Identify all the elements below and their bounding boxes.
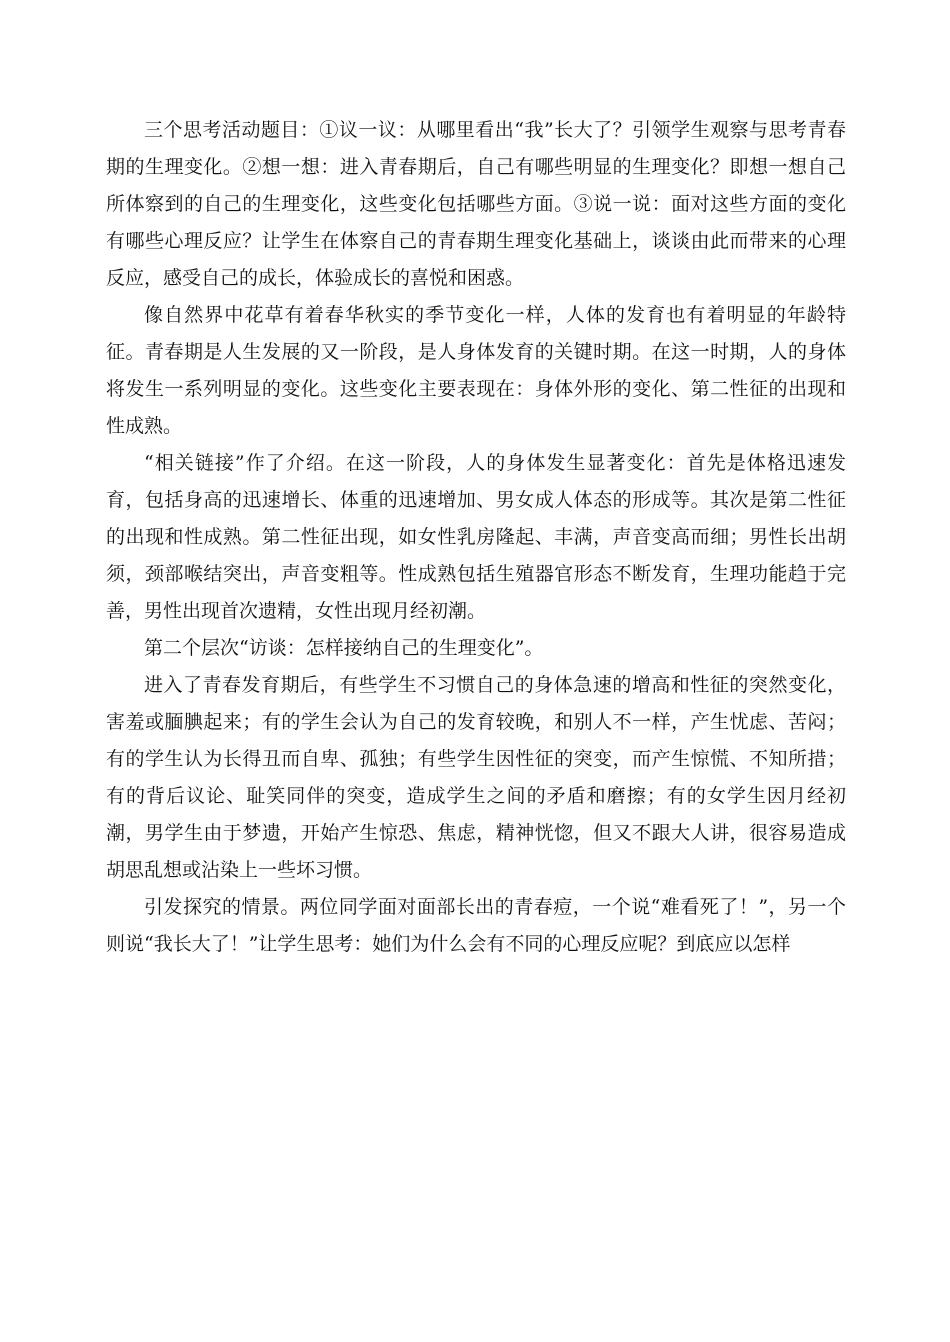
paragraph-student-reactions: 进入了青春发育期后，有些学生不习惯自己的身体急速的增高和性征的突然变化，害羞或腼腆起来；有的学生会认为自己的发育较晚，和别人不一样，产生忧虑、苦闷；有的学生认为长得丑而自卑、孤独；有些学生因性征的突变，而产生惊慌、不知所措；有的背后议论、耻笑同伴的突变，造成学生之间的矛盾和磨擦；有的女学生因月经初潮，男学生由于梦遗，开始产生惊恐、焦虑，精神恍惚，但又不跟大人讲，很容易造成胡思乱想或沾染上一些坏习惯。 [106, 674, 846, 881]
paragraph-related-link: “相关链接”作了介绍。在这一阶段，人的身体发生显著变化：首先是体格迅速发育，包括身高的迅速增长、体重的迅速增加、男女成人体态的形成等。其次是第二性征的出现和性成熟。第二性征出现，如女性乳房隆起、丰满，声音变高而细；男性长出胡须，颈部喉结突出，声音变粗等。性成熟包括生殖器官形态不断发育，生理功能趋于完善，男性出现首次遗精，女性出现月经初潮。 [106, 452, 846, 622]
paragraph-activity-questions: 三个思考活动题目：①议一议：从哪里看出“我”长大了？引领学生观察与思考青春期的生理变化。②想一想：进入青春期后，自己有哪些明显的生理变化？即想一想自己所体察到的自己的生理变化，这些变化包括哪些方面。③说一说：面对这些方面的变化有哪些心理反应？让学生在体察自己的青春期生理变化基础上，谈谈由此而带来的心理反应，感受自己的成长，体验成长的喜悦和困惑。 [106, 119, 846, 289]
paragraph-inquiry-scenario: 引发探究的情景。两位同学面对面部长出的青春痘，一个说“难看死了！”，另一个则说“我长大了！”让学生思考：她们为什么会有不同的心理反应呢？到底应以怎样 [106, 896, 846, 955]
paragraph-second-level: 第二个层次“访谈：怎样接纳自己的生理变化”。 [144, 637, 544, 659]
document-body [106, 112, 846, 963]
paragraph-puberty-intro: 像自然界中花草有着春华秋实的季节变化一样，人体的发育也有着明显的年龄特征。青春期是人生发展的又一阶段，是人身体发育的关键时期。在这一时期，人的身体将发生一系列明显的变化。这些变化主要表现在：身体外形的变化、第二性征的出现和性成熟。 [106, 304, 846, 437]
